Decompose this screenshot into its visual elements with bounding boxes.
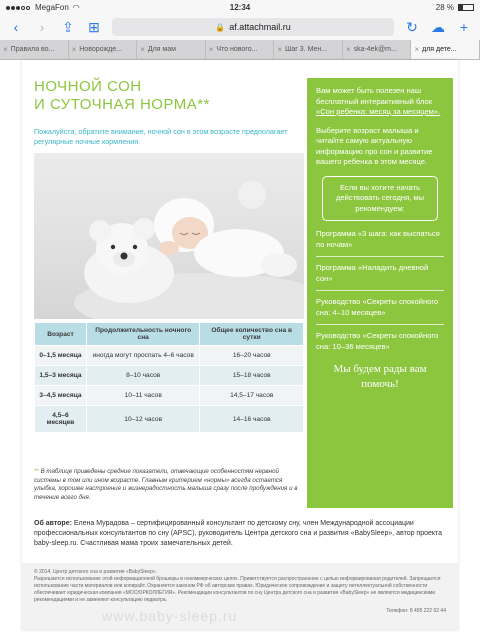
close-tab-icon[interactable]: × — [3, 45, 8, 54]
age-cell: 1,5–3 месяца — [35, 366, 87, 386]
carrier-label: MegaFon — [35, 2, 69, 12]
author-bio — [34, 519, 454, 549]
intro-text: Пожалуйста, обратите внимание, ночной сон в этом возрасте предполагает регулярные ночные кормления. — [34, 127, 288, 146]
close-tab-icon[interactable]: × — [208, 45, 214, 54]
tab-label: Новорожде... — [79, 46, 122, 53]
total-sleep-cell: 16–20 часов — [200, 346, 304, 366]
author-text: Елена Мурадова – сертифицированный консультант по детскому сну, член Международной ассоциации профессиональных консультантов по сну (APSC), руководитель Центра детского сна и развития «BabySleep», автор проекта baby-sleep.ru. Счастливая мама троих замечательных детей. — [34, 520, 443, 547]
tab-label: Что нового... — [216, 46, 258, 53]
close-tab-icon[interactable]: × — [345, 45, 351, 54]
night-sleep-cell: иногда могут проспать 4–6 часов — [86, 346, 199, 366]
tab[interactable] — [343, 40, 412, 59]
guide-link[interactable]: Руководство «Секреты спокойного сна: 10–36 месяцев» — [316, 331, 439, 351]
baby-with-teddy-illustration — [34, 153, 304, 319]
guide-link[interactable]: Руководство «Секреты спокойного сна: 4–10 месяцев» — [316, 297, 439, 317]
bookmarks-icon[interactable]: ⊞ — [88, 19, 100, 35]
signal-icon — [6, 3, 31, 12]
forward-icon[interactable]: › — [39, 19, 45, 35]
table-row — [35, 366, 304, 386]
night-sleep-cell: 8–10 часов — [86, 366, 199, 386]
tab[interactable] — [69, 40, 138, 59]
total-sleep-cell: 15–18 часов — [200, 366, 304, 386]
total-sleep-cell: 14–16 часов — [200, 406, 304, 433]
footer-phone: Телефон: 8 495 222 02 44 — [386, 608, 446, 614]
author-label: Об авторе: — [34, 520, 72, 527]
column-header: Общее количество сна в сутки — [200, 323, 304, 346]
program-link[interactable]: Программа «3 шага: как выспаться по ночам» — [316, 229, 440, 249]
wifi-icon: ◠ — [72, 2, 80, 12]
table-row — [35, 386, 304, 406]
close-tab-icon[interactable]: × — [140, 45, 145, 54]
call-to-action: Мы будем рады вам помочь! — [333, 363, 427, 390]
tab-strip — [0, 40, 480, 60]
tab-label: Правила во... — [10, 46, 55, 53]
interactive-block-link[interactable]: «Сон ребенка: месяц за месяцем». — [316, 107, 441, 116]
table-header-row — [35, 323, 304, 346]
lock-icon: 🔒 — [215, 22, 226, 32]
new-tab-icon[interactable]: + — [459, 19, 469, 35]
tab[interactable] — [206, 40, 275, 59]
tab-label: для дете... — [422, 46, 457, 53]
total-sleep-cell: 14,5–17 часов — [200, 386, 304, 406]
table-footnote — [34, 468, 304, 502]
sidebar-intro-text: Вам может быть полезен наш бесплатный интерактивный блок — [316, 86, 433, 106]
battery-icon — [458, 4, 474, 11]
legal-text: Разрешается использование этой информационной брошюры в некоммерческих целях. Приветствуется распространение с целью информирования родителей. Запрещается использование части материалов или копирайт. Охраняется законом РФ об авторских правах. Юридическое сопровождение и защиту интеллектуальной собственности обеспечивает юридическая компания «МОСЮРКОЛЛЕГИЯ». Рекомендации консультантов по сну Центра детского сна и развития «BabySleep» не являются медицинскими рекомендациями и не заменяют консультацию педиатра. — [34, 576, 441, 603]
tab-label: ska-4ek@m... — [353, 46, 397, 53]
browser-toolbar — [0, 14, 480, 40]
column-header: Продолжительность ночного сна — [86, 323, 199, 346]
night-sleep-cell: 10–12 часов — [86, 406, 199, 433]
close-tab-icon[interactable]: × — [71, 45, 77, 54]
column-header: Возраст — [35, 323, 87, 346]
table-row — [35, 406, 304, 433]
sidebar-description: Выберите возраст малыша и читайте самую актуальную информацию про сон и развитие вашего ребенка в этом месяце. — [316, 125, 433, 166]
status-bar — [0, 0, 480, 14]
program-link[interactable]: Программа «Наладить дневной сон» — [316, 263, 429, 283]
sleep-norm-table — [34, 322, 304, 433]
table-row — [35, 346, 304, 366]
title-line-1: НОЧНОЙ СОН — [34, 78, 142, 95]
title-line-2: И СУТОЧНАЯ НОРМА** — [34, 96, 210, 113]
reload-icon[interactable]: ↻ — [406, 19, 418, 35]
recommend-box: Если вы хотите начать действовать сегодня, мы рекомендуем: — [322, 176, 438, 222]
divider — [316, 290, 444, 291]
share-icon[interactable]: ⇪ — [62, 19, 74, 35]
url-text: af.attachmail.ru — [229, 22, 291, 32]
footnote-text: В таблице приведены средние показатели, отвечающие особенностям нервной системы в том или ином возрасте. Главным критерием «нормы» всегда остается улыбка, хорошее настроение и жизнерадостность малыша сразу после пробуждения и в течение всего дня. — [34, 468, 298, 501]
battery-percent: 28 % — [435, 2, 454, 12]
divider — [316, 256, 444, 257]
tab-label: Для мам — [147, 46, 176, 53]
site-watermark: www.baby-sleep.ru — [102, 608, 238, 624]
address-bar[interactable] — [112, 18, 394, 36]
page-footer — [22, 563, 458, 630]
web-page — [0, 60, 480, 640]
close-tab-icon[interactable]: × — [277, 45, 282, 54]
copyright: © 2014. Центр детского сна и развития «BabySleep». — [34, 569, 158, 575]
footnote-marker: ** — [34, 468, 39, 475]
age-cell: 4,5–6 месяцев — [35, 406, 87, 433]
divider — [316, 324, 444, 325]
tab[interactable] — [274, 40, 343, 59]
tab[interactable] — [0, 40, 69, 59]
night-sleep-cell: 10–11 часов — [86, 386, 199, 406]
tab-active[interactable] — [411, 40, 480, 59]
sidebar-intro — [316, 86, 444, 118]
close-tab-icon[interactable]: × — [414, 45, 420, 54]
document-page — [22, 60, 458, 630]
age-cell: 0–1,5 месяца — [35, 346, 87, 366]
promo-sidebar — [307, 78, 453, 508]
back-icon[interactable]: ‹ — [13, 19, 19, 35]
cloud-icon[interactable]: ☁ — [431, 19, 445, 35]
clock: 12:34 — [229, 2, 251, 12]
baby-photo — [34, 153, 304, 319]
tab[interactable] — [137, 40, 206, 59]
age-cell: 3–4,5 месяца — [35, 386, 87, 406]
article-title — [34, 78, 304, 114]
tab-label: Шаг 3. Мен... — [284, 46, 328, 53]
